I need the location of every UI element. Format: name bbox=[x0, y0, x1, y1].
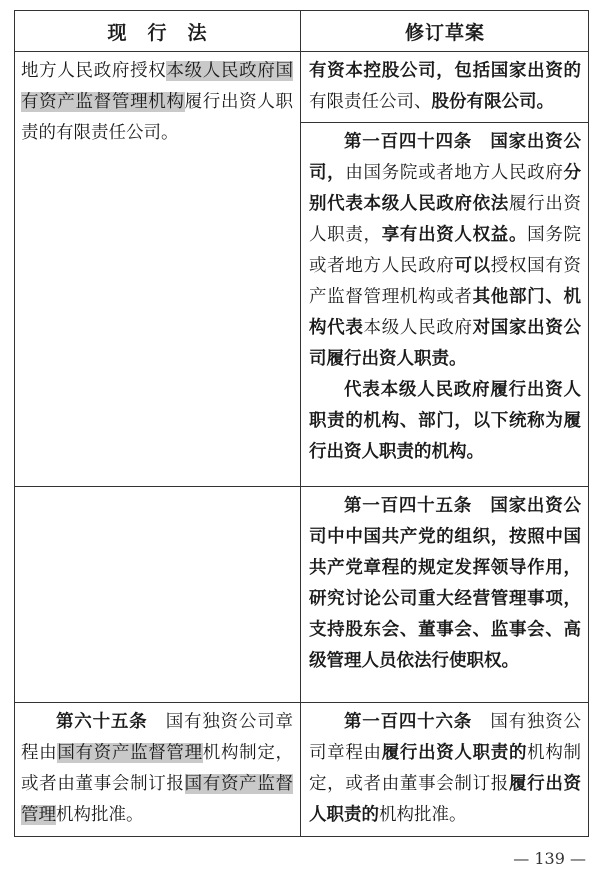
text-span: 有限责任公司、 bbox=[309, 92, 432, 112]
article-number: 第六十五条 bbox=[56, 712, 148, 732]
text-span: 地方人民政府授权 bbox=[21, 61, 167, 81]
row-divider-right-1 bbox=[300, 122, 588, 123]
text-span: 国有独资公司章程由 bbox=[21, 712, 294, 763]
text-span: 本级人民政府 bbox=[363, 318, 473, 338]
text-span: 机构批准。 bbox=[56, 805, 144, 825]
row3-revised-text bbox=[309, 491, 581, 677]
row1-current-law-text bbox=[21, 56, 293, 149]
header-revised-draft: 修订草案 bbox=[404, 21, 485, 44]
article-144-paragraph-2: 代表本级人民政府履行出资人职责的机构、部门，以下统称为履行出资人职责的机构。 bbox=[309, 380, 581, 462]
text-span: 履行出资人职责， bbox=[309, 194, 582, 245]
bold-text: 分别代表本级人民政府依法 bbox=[309, 163, 582, 214]
header-current-law: 现 行 法 bbox=[107, 21, 208, 44]
bold-text: 有资本控股公司，包括国家出资的 bbox=[309, 61, 581, 81]
highlighted-text: 本级人民政府国有资产监督管理机构 bbox=[21, 61, 294, 112]
row2-revised-text bbox=[309, 127, 581, 468]
text-span: 授权国有资产监督管理机构或者 bbox=[309, 256, 582, 307]
text-span: 国有独资公司章程由 bbox=[309, 712, 582, 763]
article-145-paragraph: 第一百四十五条 国家出资公司中中国共产党的组织，按照中国共产党章程的规定发挥领导作用，研究讨论公司重大经营管理事项，支持股东会、董事会、监事会、高级管理人员依法行使职权。 bbox=[309, 496, 581, 671]
bold-text: 可以 bbox=[454, 256, 491, 276]
text-span: 机构批准。 bbox=[379, 805, 467, 825]
article-146-paragraph bbox=[309, 707, 581, 831]
bold-text: 对国家出资公司履行出资人职责。 bbox=[309, 318, 582, 369]
text-span: 国务院或者地方人民政府 bbox=[309, 225, 582, 276]
page-number: — 139 — bbox=[513, 849, 586, 868]
bold-text: 履行出资人职责的 bbox=[309, 774, 582, 825]
text-span: 机构制定，或者由董事会制订报 bbox=[309, 743, 582, 794]
row-divider-3 bbox=[15, 702, 588, 703]
comparison-table bbox=[14, 10, 589, 837]
article-144-paragraph-1 bbox=[309, 127, 581, 375]
bold-text: 股份有限公司。 bbox=[431, 92, 554, 112]
row4-current-law-text bbox=[21, 707, 293, 831]
highlighted-text: 国有资产监督管理 bbox=[57, 743, 203, 763]
text-span: 机构制定，或者由董事会制订报 bbox=[21, 743, 294, 794]
highlighted-text: 国有资产监督管理 bbox=[21, 774, 294, 825]
bold-text: 第一百四十四条 国家出资公司， bbox=[309, 132, 581, 183]
header-divider bbox=[15, 51, 588, 52]
row4-revised-text bbox=[309, 707, 581, 831]
row-divider-2 bbox=[15, 486, 588, 487]
article-65-paragraph bbox=[21, 707, 293, 831]
text-span: 履行出资人职责的有限责任公司。 bbox=[21, 92, 294, 143]
text-span: 由国务院或者地方人民政府 bbox=[345, 163, 564, 183]
bold-text: 享有出资人权益。 bbox=[381, 225, 528, 245]
row1-revised-text bbox=[309, 56, 581, 118]
bold-text: 其他部门、机构代表 bbox=[309, 287, 582, 338]
bold-text: 履行出资人职责的 bbox=[381, 743, 528, 763]
column-divider bbox=[300, 11, 301, 836]
article-number: 第一百四十六条 bbox=[344, 712, 473, 732]
